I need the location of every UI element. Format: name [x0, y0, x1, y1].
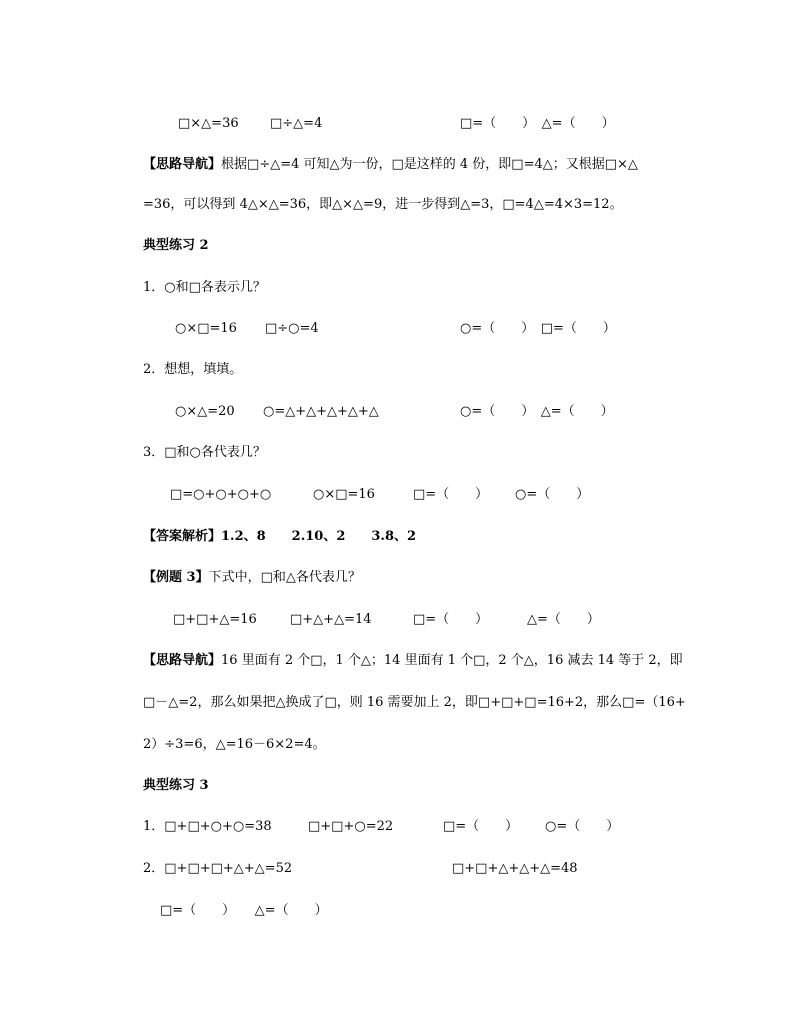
hint-text: 16 里面有 2 个□，1 个△；14 里面有 1 个□，2 个△，16 减去 14 等于 2，即	[221, 653, 683, 668]
equation: ○×□=16	[313, 487, 375, 502]
answer-blanks: ○=（ ） □=（ ）	[460, 321, 616, 336]
answer-blank: ○=（ ）	[515, 487, 590, 502]
equation: □÷△=4	[270, 116, 323, 131]
equation: □+□+○=22	[308, 819, 394, 834]
answer-blanks: □=（ ） △=（ ）	[460, 116, 615, 131]
equation: □+△+△=14	[290, 612, 372, 627]
equation: □+□+△+△+△=48	[452, 861, 578, 876]
answer-blank: ○=（ ）	[545, 819, 620, 834]
example-line	[143, 569, 361, 587]
hint-paragraph-line: =36，可以得到 4△×△=36，即△×△=9，进一步得到△=3，□=4△=4×3=12。	[143, 197, 623, 212]
question: 2．想想，填填。	[143, 362, 243, 377]
equation: ○=△+△+△+△+△	[263, 404, 379, 419]
answer-analysis: 【答案解析】1.2、8 2.10、2 3.8、2	[143, 529, 417, 544]
question: 1．○和□各表示几？	[143, 280, 266, 295]
hint-text: 根据□÷△=4 可知△为一份，□是这样的 4 份，即□=4△；又根据□×△	[221, 157, 638, 172]
answer-blank: □=（ ）	[413, 487, 489, 502]
equation: □+□+△=16	[173, 612, 257, 627]
answer-blanks: ○=（ ） △=（ ）	[460, 404, 614, 419]
hint-paragraph-line	[143, 156, 638, 174]
answer-blank: □=（ ）	[413, 612, 489, 627]
hint-label: 【思路导航】	[143, 653, 222, 668]
equation: 2．□+□+□+△+△=52	[143, 861, 293, 876]
hint-paragraph-line	[143, 652, 683, 670]
equation: ○×□=16	[175, 321, 237, 336]
section-title: 典型练习 3	[143, 778, 209, 793]
question: 3．□和○各代表几？	[143, 445, 266, 460]
equation: □=○+○+○+○	[170, 487, 272, 502]
equation: ○×△=20	[175, 404, 235, 419]
answer-blanks: □=（ ） △=（ ）	[160, 903, 328, 918]
hint-label: 【思路导航】	[143, 157, 222, 172]
section-title: 典型练习 2	[143, 238, 209, 253]
answer-blank: □=（ ）	[443, 819, 519, 834]
equation: 1．□+□+○+○=38	[143, 819, 272, 834]
example-label: 【例题 3】	[143, 570, 209, 585]
equation: □÷○=4	[265, 321, 319, 336]
example-text: 下式中，□和△各代表几？	[208, 570, 361, 585]
hint-paragraph-line: □－△=2，那么如果把△换成了□，则 16 需要加上 2，即□+□+□=16+2，那么□=（16+	[143, 695, 686, 710]
hint-paragraph-line: 2）÷3=6，△=16－6×2=4。	[143, 737, 326, 752]
answer-blank: △=（ ）	[527, 612, 600, 627]
equation: □×△=36	[178, 116, 239, 131]
